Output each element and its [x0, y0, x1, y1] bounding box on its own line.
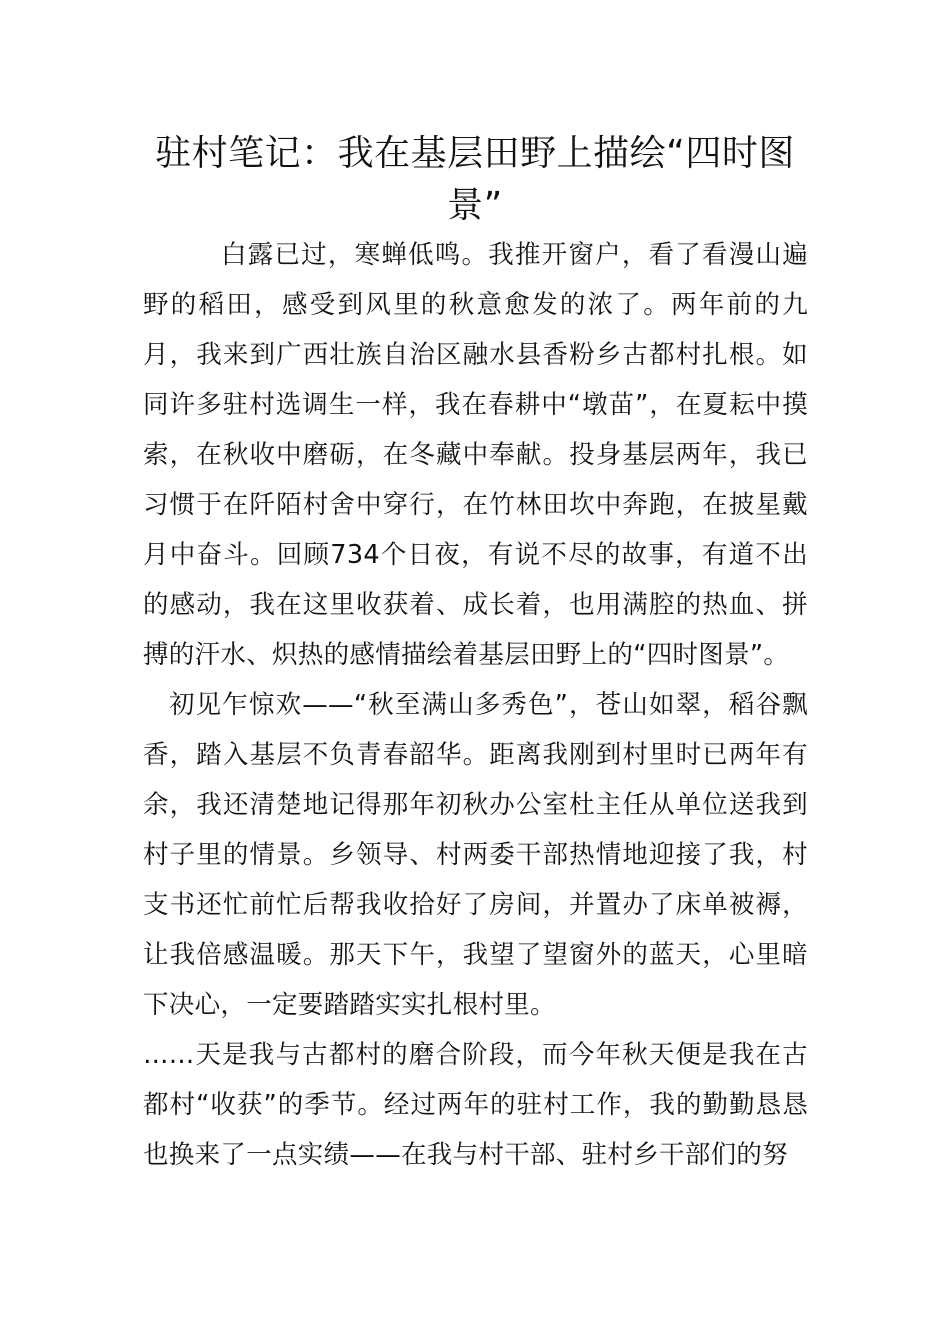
- paragraph-harvest: ……天是我与古都村的磨合阶段，而今年秋天便是我在古都村“收获”的季节。经过两年的驻村工作，我的勤勤恳恳也换来了一点实绩——在我与村干部、驻村乡干部们的努: [143, 1040, 808, 1170]
- document-body: [143, 230, 808, 1180]
- paragraph-intro: 白露已过，寒蝉低鸣。我推开窗户，看了看漫山遍野的稻田，感受到风里的秋意愈发的浓了。两年前的九月，我来到广西壮族自治区融水县香粉乡古都村扎根。如同许多驻村选调生一样，我在春耕中“墩苗”，在夏耘中摸索，在秋收中磨砺，在冬藏中奉献。投身基层两年，我已习惯于在阡陌村舍中穿行，在竹林田坎中奔跑，在披星戴月中奋斗。回顾734个日夜，有说不尽的故事，有道不出的感动，我在这里收获着、成长着，也用满腔的热血、拼搏的汗水、炽热的感情描绘着基层田野上的“四时图景”。: [143, 240, 808, 670]
- paragraph-first-impression: 初见乍惊欢——“秋至满山多秀色”，苍山如翠，稻谷飘香，踏入基层不负青春韶华。距离我刚到村里时已两年有余，我还清楚地记得那年初秋办公室杜主任从单位送我到村子里的情景。乡领导、村两委干部热情地迎接了我，村支书还忙前忙后帮我收拾好了房间，并置办了床单被褥，让我倍感温暖。那天下午，我望了望窗外的蓝天，心里暗下决心，一定要踏踏实实扎根村里。: [143, 690, 808, 1020]
- document-title: 驻村笔记：我在基层田野上描绘“四时图景”: [155, 133, 795, 226]
